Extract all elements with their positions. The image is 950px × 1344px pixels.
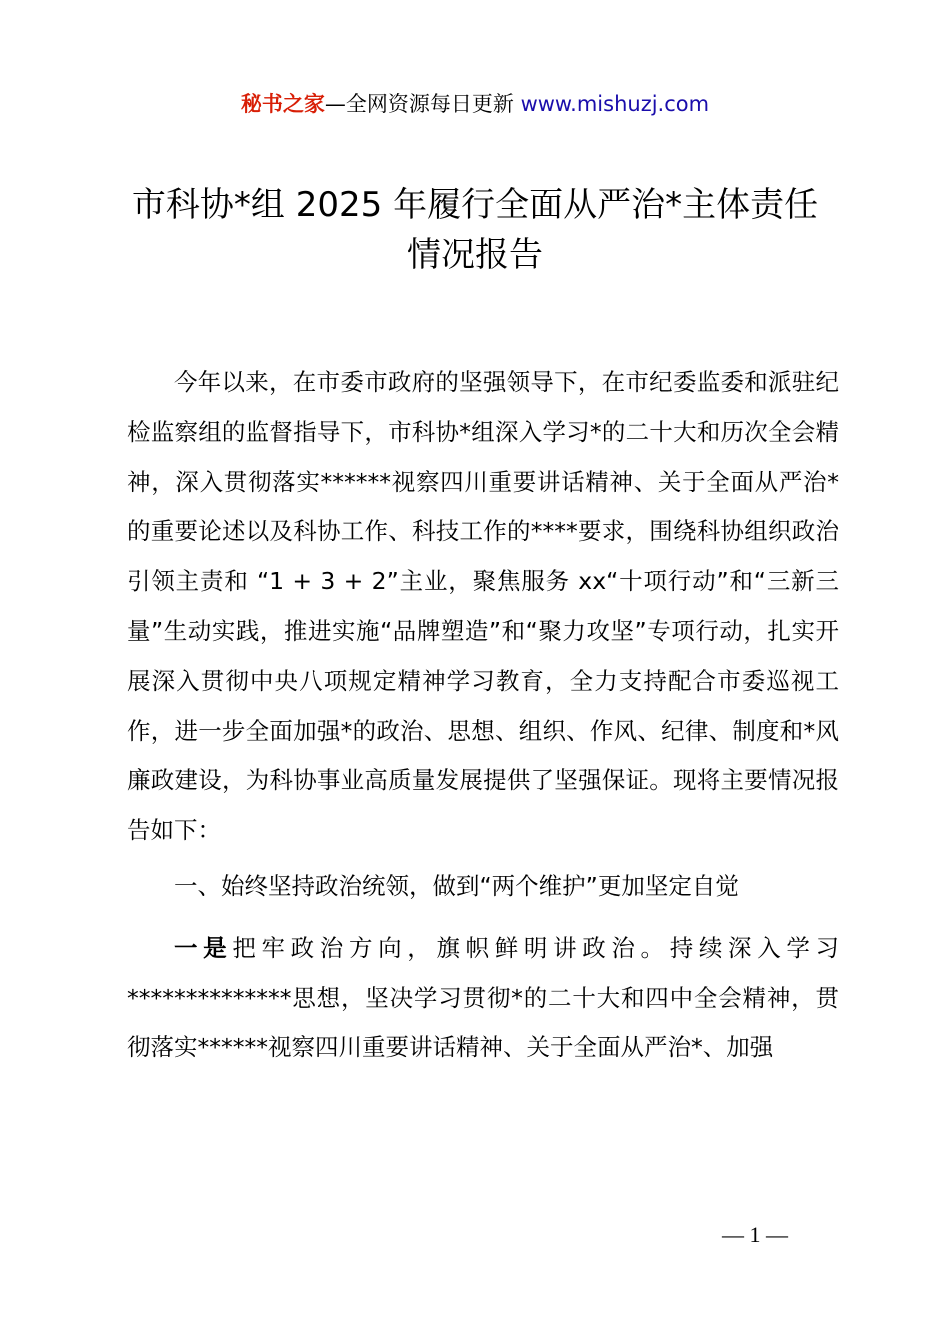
header-url-link[interactable]: www.mishuzj.com (520, 92, 710, 116)
document-title (0, 180, 950, 280)
title-line-1: 市科协*组 2025 年履行全面从严治*主体责任 (131, 185, 819, 225)
brand-name: 秘书之家 (240, 92, 325, 116)
page-number: — 1 — (722, 1222, 788, 1247)
title-line-2: 情况报告 (407, 235, 543, 275)
site-header (0, 88, 950, 120)
document-body (127, 358, 839, 1073)
section-1-heading: 一、始终坚持政治统领，做到“两个维护”更加坚定自觉 (174, 871, 739, 900)
point-1-lead: 一是 (174, 933, 233, 962)
intro-paragraph: 今年以来，在市委市政府的坚强领导下，在市纪委监委和派驻纪检监察组的监督指导下，市科协*组深入学习*的二十大和历次全会精神，深入贯彻落实******视察四川重要讲话精神、关于全面从严治*的重要论述以及科协工作、科技工作的****要求，围绕科协组织政治引领主责和 “1 + 3 + 2”主业，聚焦服务 xx“十项行动”和“三新三量”生动实践，推进实施“品牌塑造”和“聚力攻坚”专项行动，扎实开展深入贯彻中央八项规定精神学习教育，全力支持配合市委巡视工作，进一步全面加强*的政治、思想、组织、作风、纪律、制度和*风廉政建设，为科协事业高质量发展提供了坚强保证。现将主要情况报告如下： (127, 368, 839, 845)
header-tagline: —全网资源每日更新 (324, 92, 521, 116)
point-1-paragraph (127, 924, 839, 1073)
point-1-text: 把牢政治方向，旗帜鲜明讲政治。持续深入学习**************思想，坚决学习贯彻*的二十大和四中全会精神，贯彻落实******视察四川重要讲话精神、关于全面从严治*、加强 (127, 933, 840, 1062)
